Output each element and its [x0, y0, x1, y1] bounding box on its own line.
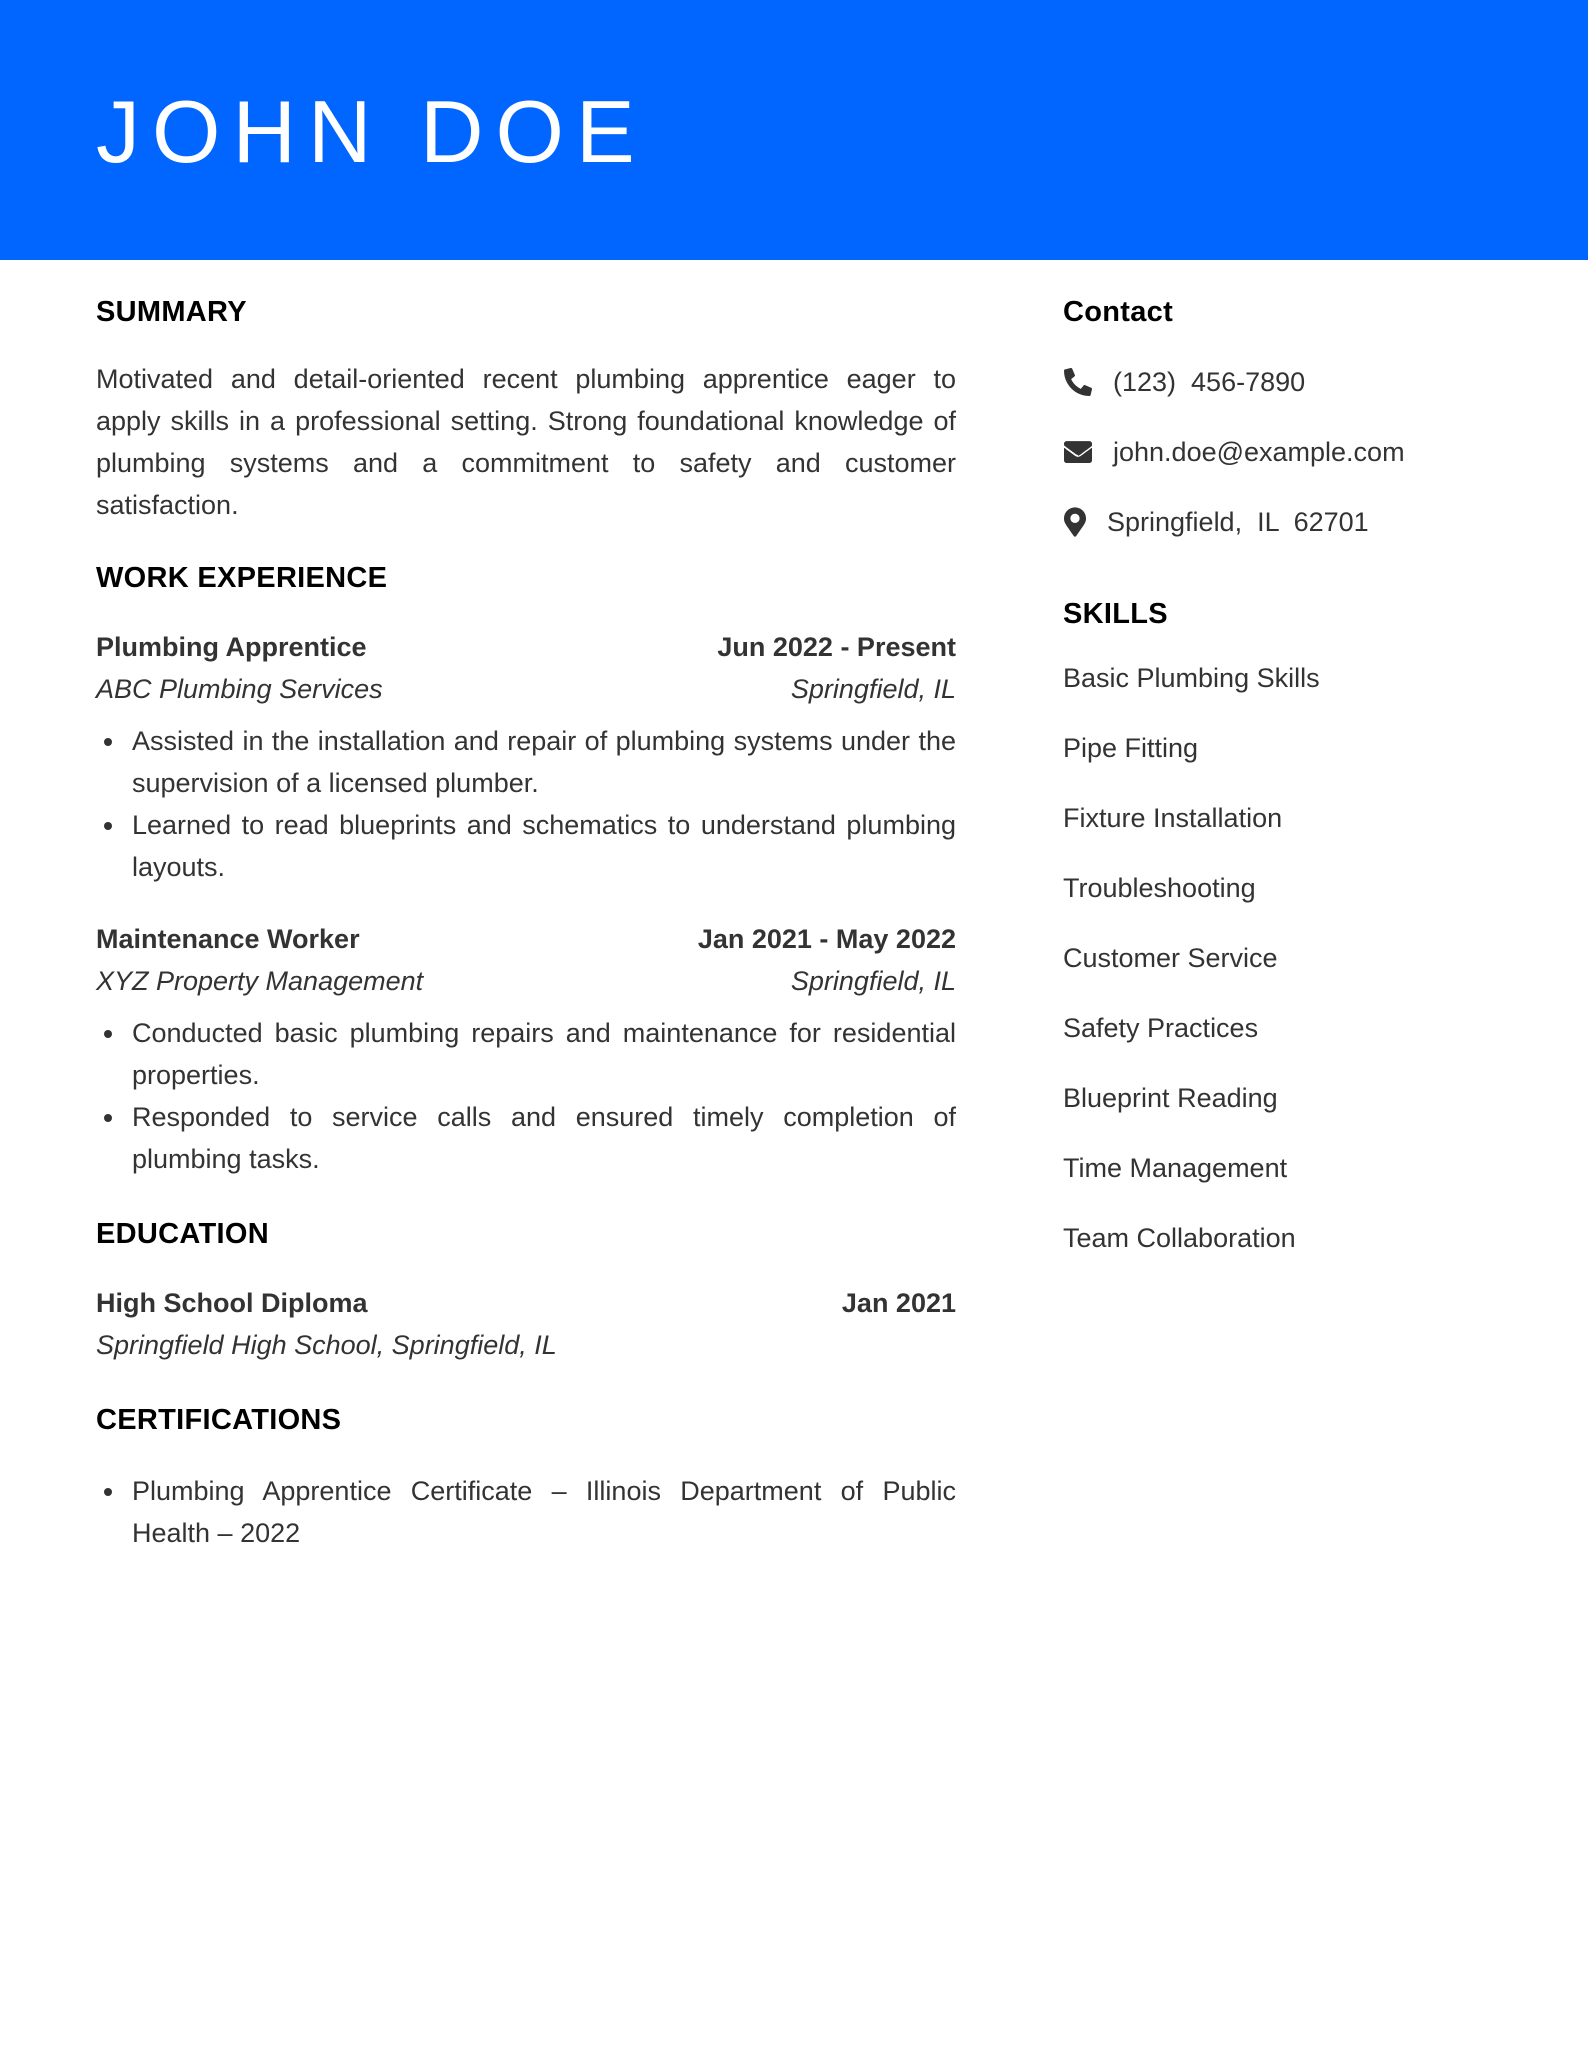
work-experience-section: [96, 558, 956, 1180]
skill-item: Pipe Fitting: [1063, 733, 1199, 763]
certifications-list: [96, 1470, 956, 1554]
contact-list: [1063, 362, 1523, 542]
phone-icon: [1063, 367, 1093, 397]
education-school: Springfield High School, Springfield, IL: [96, 1330, 557, 1360]
skill-item: Troubleshooting: [1063, 873, 1256, 903]
job-bullet: Assisted in the installation and repair of plumbing systems under the supervision of a licensed plumber.: [132, 720, 956, 804]
skill-item: Team Collaboration: [1063, 1223, 1296, 1253]
job-role: Maintenance Worker: [96, 924, 360, 954]
summary-section: [96, 292, 956, 526]
education-heading: EDUCATION: [96, 1218, 269, 1250]
job-bullet: Learned to read blueprints and schematics to understand plumbing layouts.: [132, 804, 956, 888]
job-bullet: Responded to service calls and ensured timely completion of plumbing tasks.: [132, 1096, 956, 1180]
contact-email-text[interactable]: john.doe@example.com: [1113, 436, 1405, 467]
map-marker-icon: [1063, 507, 1087, 537]
certification-item: Plumbing Apprentice Certificate – Illinois Department of Public Health – 2022: [132, 1470, 956, 1554]
contact-phone: [1063, 362, 1523, 402]
certifications-section: [96, 1400, 956, 1554]
skill-item: Blueprint Reading: [1063, 1083, 1278, 1113]
certifications-heading: CERTIFICATIONS: [96, 1404, 342, 1436]
job-dates: Jan 2021 - May 2022: [697, 924, 956, 954]
skill-item: Basic Plumbing Skills: [1063, 663, 1320, 693]
skill-item: Customer Service: [1063, 943, 1278, 973]
contact-section: [1063, 292, 1523, 542]
summary-text: Motivated and detail-oriented recent plumbing apprentice eager to apply skills in a professional setting. Strong foundational knowledge of plumbing systems and a commitment to safety and customer satisfaction.: [96, 364, 956, 520]
envelope-icon: [1063, 437, 1093, 467]
job-entry: [96, 918, 956, 1180]
contact-phone-text[interactable]: (123) 456-7890: [1113, 366, 1306, 397]
education-entry: [96, 1282, 956, 1366]
job-location: Springfield, IL: [790, 966, 956, 996]
skills-list: [1063, 658, 1523, 1258]
header-banner: [0, 0, 1588, 260]
skills-section: [1063, 594, 1523, 1258]
main-column: [96, 292, 956, 1554]
job-bullets: [96, 1012, 956, 1180]
education-section: [96, 1214, 956, 1366]
skill-item: Time Management: [1063, 1153, 1288, 1183]
education-date: Jan 2021: [841, 1288, 956, 1318]
skill-item: Fixture Installation: [1063, 803, 1283, 833]
work-experience-heading: WORK EXPERIENCE: [96, 562, 388, 594]
job-entry: [96, 626, 956, 888]
contact-location: [1063, 502, 1523, 542]
summary-heading: SUMMARY: [96, 296, 247, 328]
job-company: ABC Plumbing Services: [96, 674, 383, 704]
job-role: Plumbing Apprentice: [96, 632, 367, 662]
contact-location-text: Springfield, IL 62701: [1107, 506, 1369, 537]
job-dates: Jun 2022 - Present: [717, 632, 956, 662]
job-bullet: Conducted basic plumbing repairs and maintenance for residential properties.: [132, 1012, 956, 1096]
skills-heading: SKILLS: [1063, 598, 1168, 630]
job-location: Springfield, IL: [790, 674, 956, 704]
education-degree: High School Diploma: [96, 1288, 368, 1318]
job-bullets: [96, 720, 956, 888]
job-company: XYZ Property Management: [96, 966, 424, 996]
candidate-name: JOHN DOE: [96, 82, 647, 181]
contact-email: [1063, 432, 1523, 472]
contact-heading: Contact: [1063, 296, 1174, 328]
skill-item: Safety Practices: [1063, 1013, 1259, 1043]
sidebar-column: [1063, 292, 1523, 1288]
